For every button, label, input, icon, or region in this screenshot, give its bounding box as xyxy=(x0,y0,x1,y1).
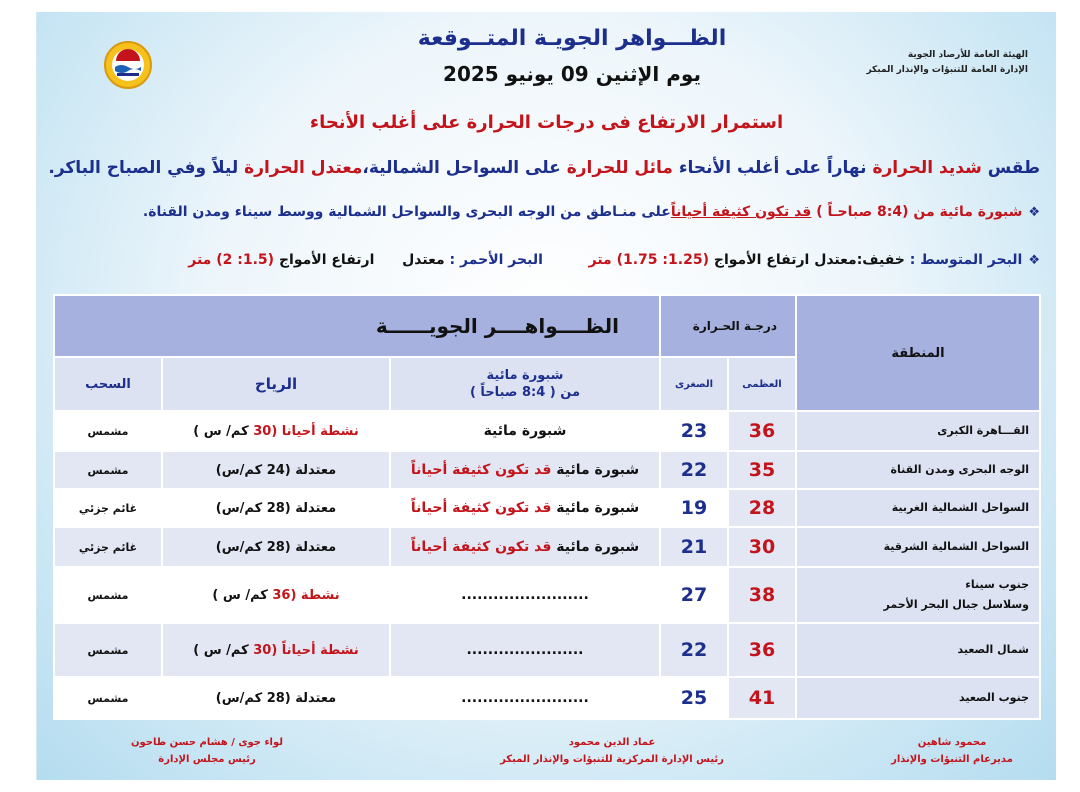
summary-part-d: مائل للحرارة xyxy=(566,158,673,178)
min-temp-cell: 22 xyxy=(660,451,728,489)
region-cell: الوجه البحرى ومدن القناة xyxy=(796,451,1040,489)
wind-cell: معتدلة (28 كم/س) xyxy=(162,527,390,567)
med-waves-value: (1.25: 1.75) متر xyxy=(588,252,709,268)
temperature-header: درجـة الحـرارة xyxy=(660,295,796,357)
summary-part-b: شديد الحرارة xyxy=(872,158,982,178)
fog-cell: شبورة مائية قد تكون كثيفة أحياناً xyxy=(390,489,660,527)
table-row xyxy=(54,677,1040,719)
table-row xyxy=(54,489,1040,527)
signature-chairman xyxy=(97,734,317,768)
region-line-2: وسلاسل جبال البحر الأحمر xyxy=(883,598,1029,611)
fog-cell: شبورة مائية قد تكون كثيفة أحياناً xyxy=(390,527,660,567)
fog-cell: ........................ xyxy=(390,567,660,623)
cloud-cell: مشمس xyxy=(54,411,162,451)
agency-name xyxy=(866,48,1028,78)
max-temp-cell: 30 xyxy=(728,527,796,567)
weather-summary xyxy=(48,158,1040,178)
general-manager-title: مديرعام التنبؤات والإنذار xyxy=(891,754,1013,765)
cloud-cell: مشمس xyxy=(54,451,162,489)
max-temp-header: العظمى xyxy=(728,357,796,411)
agency-line-1: الهيئة العامة للأرصاد الجوية xyxy=(907,50,1028,60)
cloud-cell: غائم جزئي xyxy=(54,527,162,567)
cloud-cell: مشمس xyxy=(54,623,162,677)
min-temp-cell: 21 xyxy=(660,527,728,567)
agency-line-2: الإدارة العامة للتنبؤات والإنذار المبكر xyxy=(866,65,1028,75)
fog-note-part-b: قد تكون كثيفة أحياناً xyxy=(670,204,812,220)
meteorological-authority-logo xyxy=(103,40,153,90)
region-header: المنطقة xyxy=(796,295,1040,411)
headline: استمرار الارتفاع فى درجات الحرارة على أغلب الأنحاء xyxy=(309,112,784,133)
table-row xyxy=(54,411,1040,451)
min-temp-header: الصغرى xyxy=(660,357,728,411)
summary-part-f: معتدل الحرارة xyxy=(244,158,363,178)
table-row xyxy=(54,623,1040,677)
forecast-table xyxy=(53,294,1041,720)
fog-note-part-c: على منـاطق من الوجه البحرى والسواحل الشمالية ووسط سيناء ومدن القناة. xyxy=(142,204,671,220)
cloud-cell: مشمس xyxy=(54,677,162,719)
med-sea-state: خفيف:معتدل xyxy=(814,252,905,268)
weather-phenomena-title: الظــــواهــــر الجويــــــة xyxy=(54,295,660,357)
region-cell: القـــاهرة الكبرى xyxy=(796,411,1040,451)
cloud-cell: غائم جزئي xyxy=(54,489,162,527)
max-temp-cell: 35 xyxy=(728,451,796,489)
wind-cell: نشطة (36 كم/ س ) xyxy=(162,567,390,623)
fog-header xyxy=(390,357,660,411)
sea-state xyxy=(188,252,1040,268)
fog-header-line-1: شبورة مائية xyxy=(486,368,564,383)
max-temp-cell: 36 xyxy=(728,411,796,451)
med-sea-label: البحر المتوسط : xyxy=(909,252,1023,268)
table-row xyxy=(54,567,1040,623)
bulletin-title: الظـــواهر الجويـة المتــوقعة xyxy=(417,26,727,51)
cloud-cell: مشمس xyxy=(54,567,162,623)
min-temp-cell: 23 xyxy=(660,411,728,451)
diamond-bullet-icon: ❖ xyxy=(1028,205,1040,220)
signature-general-manager xyxy=(857,734,1047,768)
region-cell: السواحل الشمالية الغربية xyxy=(796,489,1040,527)
red-waves-value: (1.5: 2) متر xyxy=(188,252,275,268)
max-temp-cell: 41 xyxy=(728,677,796,719)
wind-cell: نشطة أحيانا (30 كم/ س ) xyxy=(162,411,390,451)
central-director-title: رئيس الإدارة المركزية للتنبؤات والإنذار المبكر xyxy=(500,754,724,765)
table-row xyxy=(54,527,1040,567)
fog-cell: ........................ xyxy=(390,677,660,719)
region-cell: السواحل الشمالية الشرقية xyxy=(796,527,1040,567)
fog-cell: شبورة مائية xyxy=(390,411,660,451)
bulletin-page xyxy=(36,12,1056,780)
med-waves-label: ارتفاع الأمواج xyxy=(713,252,810,268)
region-cell xyxy=(796,567,1040,623)
red-waves-label: ارتفاع الأمواج xyxy=(278,252,375,268)
diamond-bullet-icon: ❖ xyxy=(1028,253,1040,268)
chairman-title: رئيس مجلس الإدارة xyxy=(158,754,256,765)
fog-note-part-a: شبورة مائية من (8:4 صباحـاً ) xyxy=(816,204,1023,220)
fog-cell: شبورة مائية قد تكون كثيفة أحياناً xyxy=(390,451,660,489)
fog-note xyxy=(143,204,1040,220)
region-line-1: جنوب سيناء xyxy=(965,578,1029,591)
wind-cell: معتدلة (28 كم/س) xyxy=(162,489,390,527)
red-sea-label: البحر الأحمر : xyxy=(449,252,543,268)
summary-part-g: ليلاً وفي الصباح الباكر. xyxy=(48,158,239,178)
bulletin-date: يوم الإثنين 09 يونيو 2025 xyxy=(443,62,701,86)
min-temp-cell: 25 xyxy=(660,677,728,719)
region-cell: شمال الصعيد xyxy=(796,623,1040,677)
central-director-name: عماد الدين محمود xyxy=(568,737,656,748)
max-temp-cell: 28 xyxy=(728,489,796,527)
min-temp-cell: 19 xyxy=(660,489,728,527)
table-row xyxy=(54,451,1040,489)
wind-header: الرياح xyxy=(162,357,390,411)
max-temp-cell: 36 xyxy=(728,623,796,677)
min-temp-cell: 27 xyxy=(660,567,728,623)
min-temp-cell: 22 xyxy=(660,623,728,677)
wind-cell: معتدلة (28 كم/س) xyxy=(162,677,390,719)
chairman-name: لواء جوى / هشام حسن طاحون xyxy=(130,737,284,748)
red-sea-state: معتدل xyxy=(402,252,445,268)
summary-part-a: طقس xyxy=(987,158,1040,178)
general-manager-name: محمود شاهين xyxy=(917,737,987,748)
summary-part-c: نهاراً على أغلب الأنحاء xyxy=(678,158,867,178)
wind-cell: نشطة أحياناً (30 كم/ س ) xyxy=(162,623,390,677)
summary-part-e: على السواحل الشمالية، xyxy=(362,158,561,178)
clouds-header: السحب xyxy=(54,357,162,411)
fog-cell: ...................... xyxy=(390,623,660,677)
fog-header-line-2: من ( 8:4 صباحاً ) xyxy=(469,385,581,400)
max-temp-cell: 38 xyxy=(728,567,796,623)
region-cell: جنوب الصعيد xyxy=(796,677,1040,719)
signature-central-director xyxy=(467,734,757,768)
wind-cell: معتدلة (24 كم/س) xyxy=(162,451,390,489)
